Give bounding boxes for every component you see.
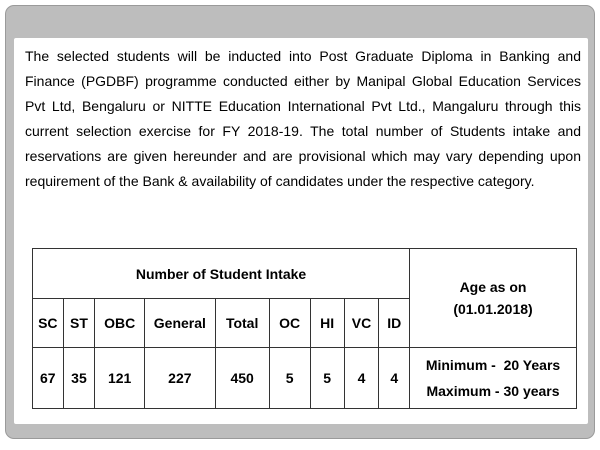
value-vc: 4: [344, 348, 379, 409]
col-hi: HI: [310, 299, 344, 348]
value-st: 35: [63, 348, 95, 409]
age-max: Maximum - 30 years: [426, 383, 560, 399]
value-general: 227: [144, 348, 215, 409]
value-oc: 5: [269, 348, 310, 409]
value-id: 4: [379, 348, 410, 409]
col-oc: OC: [269, 299, 310, 348]
intake-header: Number of Student Intake: [33, 249, 410, 299]
value-sc: 67: [33, 348, 64, 409]
content-panel: [14, 38, 588, 424]
age-min: Minimum - 20 Years: [425, 357, 561, 373]
col-vc: VC: [344, 299, 379, 348]
intake-table: [32, 248, 577, 409]
value-total: 450: [215, 348, 269, 409]
col-sc: SC: [33, 299, 64, 348]
col-total: Total: [215, 299, 269, 348]
age-limits: [410, 348, 577, 409]
col-obc: OBC: [95, 299, 145, 348]
value-obc: 121: [95, 348, 145, 409]
age-header-line1: Age as on: [459, 279, 527, 295]
col-general: General: [144, 299, 215, 348]
intro-paragraph: The selected students will be inducted into Post Graduate Diploma in Banking and Finance (PGDBF) programme conducted either by Manipal Global Education Services Pvt Ltd, Bengaluru or NITTE Education International Pvt Ltd., Mangaluru through this current selection exercise for FY 2018-19. The total number of Students intake and reservations are given hereunder and are provisional which may vary depending upon requirement of the Bank & availability of candidates under the respective category.: [25, 48, 581, 189]
age-header: [410, 249, 577, 348]
col-id: ID: [379, 299, 410, 348]
value-row: [33, 348, 577, 409]
value-hi: 5: [310, 348, 344, 409]
col-st: ST: [63, 299, 95, 348]
image-frame: [5, 5, 595, 439]
age-header-line2: (01.01.2018): [453, 301, 533, 317]
